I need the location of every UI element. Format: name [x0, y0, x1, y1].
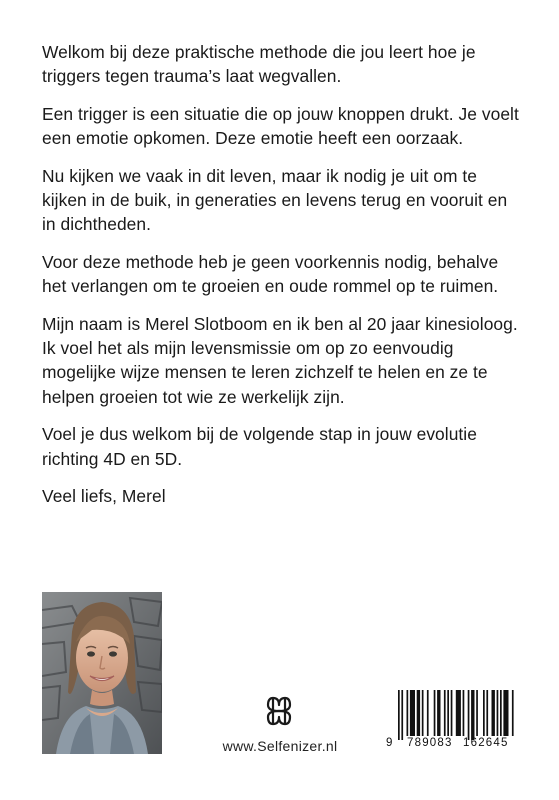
- barcode-bar: [463, 690, 465, 736]
- barcode-bar: [503, 690, 508, 736]
- barcode-bar: [398, 690, 400, 740]
- barcode-bar: [456, 690, 461, 736]
- barcode-bar: [497, 690, 499, 736]
- isbn-digits: [386, 737, 516, 753]
- barcode-bar: [471, 690, 474, 740]
- paragraph-method: Voor deze methode heb je geen voorkennis nodig, behalve het verlangen om te groeien en oude rommel op te ruimen.: [42, 251, 499, 297]
- barcode-bar: [410, 690, 415, 736]
- website-url[interactable]: www.Selfenizer.nl: [222, 738, 338, 754]
- barcode-bar: [486, 690, 488, 736]
- barcode-bar: [434, 690, 436, 736]
- author-photo: [42, 592, 162, 754]
- isbn-barcode: [386, 688, 516, 756]
- barcode-bar: [451, 690, 453, 736]
- isbn-left-digits: 789083: [407, 737, 453, 749]
- barcode-bar: [468, 690, 470, 740]
- barcode-bar: [401, 690, 403, 740]
- back-cover-text: [42, 40, 522, 522]
- selfenizer-knot-icon: [262, 694, 296, 728]
- barcode-bar: [500, 690, 502, 736]
- barcode-bar: [437, 690, 440, 736]
- signature: Veel liefs, Merel: [42, 486, 166, 507]
- barcode-bar: [417, 690, 420, 736]
- barcode-bar: [476, 690, 478, 736]
- paragraph-welcome: Voel je dus welkom bij de volgende stap in jouw evolutie richting 4D en 5D.: [42, 424, 477, 469]
- author-portrait-icon: [42, 592, 162, 754]
- paragraph-intro: Welkom bij deze praktische methode die jou leert hoe je triggers tegen trauma’s laat wegvallen.: [42, 42, 476, 87]
- barcode-bars: [386, 688, 516, 740]
- barcode-bar: [512, 690, 514, 736]
- isbn-right-digits: 162645: [463, 737, 509, 749]
- barcode-bar: [444, 690, 446, 736]
- isbn-first-digit: 9: [386, 737, 393, 749]
- barcode-bar: [483, 690, 485, 736]
- barcode-bar: [407, 690, 409, 736]
- paragraph-looking: Nu kijken we vaak in dit leven, maar ik nodig je uit om te kijken in de buik, in generaties en levens terug en vooruit en in dichtheden.: [42, 165, 508, 235]
- barcode-bar: [492, 690, 495, 736]
- paragraph-author: Mijn naam is Merel Slotboom en ik ben al 20 jaar kinesioloog. Ik voel het als mijn levensmissie om op zo eenvoudig mogelijke wijze mensen te leren zichzelf te helen en ze te helpen groeien tot wie ze werkelijk zijn.: [42, 313, 518, 407]
- barcode-bar: [422, 690, 424, 736]
- barcode-bar: [447, 690, 449, 736]
- paragraph-trigger: Een trigger is een situatie die op jouw knoppen drukt. Je voelt een emotie opkomen. Deze emotie heeft een oorzaak.: [42, 103, 519, 149]
- selfenizer-logo: [262, 694, 296, 728]
- barcode-bar: [427, 690, 429, 736]
